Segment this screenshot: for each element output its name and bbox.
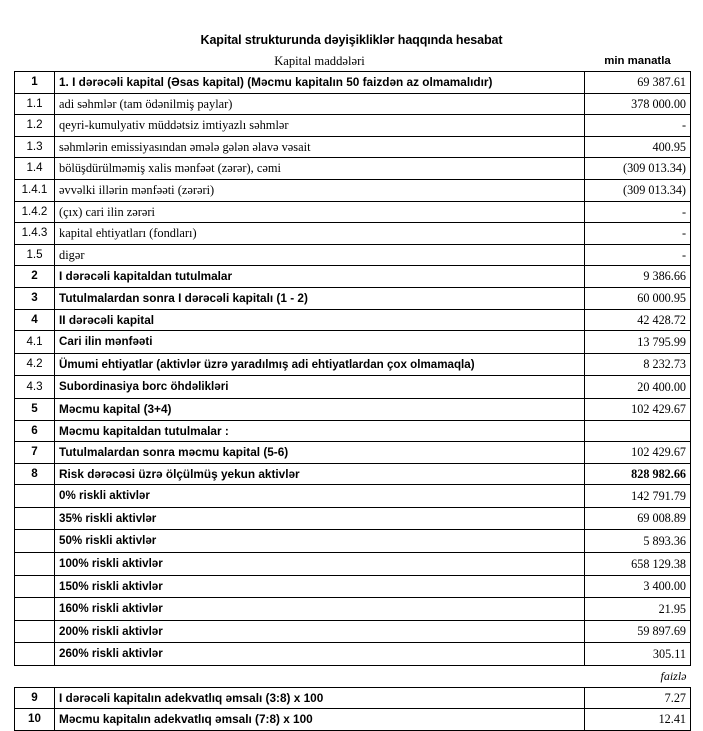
row-label-text: Ümumi ehtiyatlar (aktivlər üzrə yaradılmış adi ehtiyatlardan çox olmamaqla) [59, 357, 475, 371]
row-label-text: I dərəcəli kapitaldan tutulmalar [59, 269, 233, 284]
row-label-text: Məcmu kapitaldan tutulmalar : [59, 423, 229, 438]
page-title: Kapital strukturunda dəyişikliklər haqqında hesabat [200, 33, 503, 47]
row-value: 142 791.79 [585, 485, 691, 508]
row-number: 1.4.2 [15, 201, 55, 223]
row-number [15, 598, 55, 621]
row-value: 69 387.61 [585, 72, 691, 94]
table-row [15, 353, 691, 376]
row-label [55, 376, 585, 399]
table-row [15, 687, 691, 709]
row-label-text: I dərəcəli kapitalın adekvatlıq əmsalı (3:8) x 100 [59, 690, 324, 705]
row-label-text: 150% riskli aktivlər [59, 579, 163, 593]
row-label-text: qeyri-kumulyativ müddətsiz imtiyazlı səhmlər [59, 118, 289, 133]
row-value: 102 429.67 [585, 442, 691, 464]
row-value: (309 013.34) [585, 158, 691, 180]
row-number: 4 [15, 309, 55, 331]
row-number: 1.5 [15, 244, 55, 266]
row-number: 8 [15, 463, 55, 485]
table-row [15, 93, 691, 115]
table-row [15, 507, 691, 530]
table-row [15, 643, 691, 666]
row-label [55, 201, 585, 223]
table-row [15, 244, 691, 266]
table-row [15, 287, 691, 309]
row-value: 102 429.67 [585, 398, 691, 420]
row-label-text: Məcmu kapital (3+4) [59, 401, 172, 416]
row-value: 658 129.38 [585, 553, 691, 576]
row-value: 9 386.66 [585, 266, 691, 288]
row-number: 10 [15, 709, 55, 731]
row-label-text: Tutulmalardan sonra I dərəcəli kapitalı (1 - 2) [59, 290, 308, 305]
row-label-text: 160% riskli aktivlər [59, 602, 163, 616]
row-value: 828 982.66 [585, 463, 691, 485]
row-label-text: Risk dərəcəsi üzrə ölçülmüş yekun aktivlər [59, 466, 300, 481]
row-value: 5 893.36 [585, 530, 691, 553]
row-label [55, 709, 585, 731]
table-row [15, 575, 691, 598]
row-number: 1.4.1 [15, 179, 55, 201]
row-number: 1.4 [15, 158, 55, 180]
table-row [15, 72, 691, 94]
row-label-text: Tutulmalardan sonra məcmu kapital (5-6) [59, 445, 289, 460]
row-value: - [585, 115, 691, 137]
unit-note-spacer [15, 666, 55, 688]
row-label-text: əvvəlki illərin mənfəəti (zərəri) [59, 182, 215, 197]
row-label-text: Məcmu kapitalın adekvatlıq əmsalı (7:8) x 100 [59, 712, 313, 727]
table-row [15, 309, 691, 331]
row-value: 20 400.00 [585, 376, 691, 399]
row-number: 1.3 [15, 136, 55, 158]
row-label-text: (çıx) cari ilin zərəri [59, 204, 155, 219]
row-value: 400.95 [585, 136, 691, 158]
row-label-text: 100% riskli aktivlər [59, 557, 163, 571]
row-number [15, 530, 55, 553]
capital-structure-table [14, 52, 691, 731]
row-label-text: Cari ilin mənfəəti [59, 335, 153, 349]
row-number: 4.2 [15, 353, 55, 376]
row-value: 60 000.95 [585, 287, 691, 309]
row-label [55, 309, 585, 331]
table-row [15, 463, 691, 485]
table-header-row [15, 52, 691, 72]
row-value: - [585, 244, 691, 266]
row-label-text: 260% riskli aktivlər [59, 647, 163, 661]
row-number [15, 620, 55, 643]
row-label-text: 50% riskli aktivlər [59, 534, 157, 548]
row-label [55, 136, 585, 158]
row-number: 1.4.3 [15, 223, 55, 245]
table-row [15, 331, 691, 354]
row-value: 378 000.00 [585, 93, 691, 115]
row-label [55, 687, 585, 709]
table-row [15, 598, 691, 621]
row-label [55, 266, 585, 288]
row-label [55, 507, 585, 530]
row-label-text: 1. I dərəcəli kapital (Əsas kapital) (Məcmu kapitalın 50 faizdən az olmamalıdır) [59, 75, 493, 89]
row-label [55, 244, 585, 266]
row-number: 1 [15, 72, 55, 94]
row-label-text: Subordinasiya borc öhdəlikləri [59, 380, 229, 394]
header-cell-number [15, 52, 55, 72]
table-row [15, 223, 691, 245]
row-number [15, 643, 55, 666]
row-label-text: adi səhmlər (tam ödənilmiş paylar) [59, 96, 233, 111]
row-value: (309 013.34) [585, 179, 691, 201]
row-label [55, 598, 585, 621]
row-label [55, 398, 585, 420]
row-label-text: səhmlərin emissiyasından əmələ gələn əlavə vəsait [59, 139, 311, 154]
row-number [15, 553, 55, 576]
row-value: 21.95 [585, 598, 691, 621]
table-row [15, 158, 691, 180]
row-label-text: kapital ehtiyatları (fondları) [59, 226, 197, 241]
row-number [15, 575, 55, 598]
row-label [55, 179, 585, 201]
row-label [55, 485, 585, 508]
capital-structure-table-wrapper [14, 52, 690, 731]
row-number [15, 507, 55, 530]
row-label [55, 442, 585, 464]
table-row [15, 553, 691, 576]
row-value: 13 795.99 [585, 331, 691, 354]
row-label [55, 331, 585, 354]
row-number: 5 [15, 398, 55, 420]
table-row [15, 136, 691, 158]
table-row [15, 376, 691, 399]
row-label-text: 0% riskli aktivlər [59, 489, 150, 503]
row-label [55, 575, 585, 598]
row-label [55, 115, 585, 137]
table-row [15, 620, 691, 643]
table-row [15, 420, 691, 442]
table-row [15, 201, 691, 223]
table-row [15, 115, 691, 137]
row-number: 9 [15, 687, 55, 709]
row-label-text: digər [59, 247, 85, 262]
row-number: 4.1 [15, 331, 55, 354]
row-value: 12.41 [585, 709, 691, 731]
table-row [15, 485, 691, 508]
row-label [55, 158, 585, 180]
row-value: 305.11 [585, 643, 691, 666]
table-row [15, 398, 691, 420]
row-label [55, 93, 585, 115]
header-cell-unit: min manatla [604, 55, 671, 67]
row-value: 7.27 [585, 687, 691, 709]
row-value: - [585, 201, 691, 223]
header-cell-name: Kapital maddələri [274, 54, 365, 68]
unit-note: faizlə [660, 669, 687, 684]
row-value: 3 400.00 [585, 575, 691, 598]
row-label [55, 72, 585, 94]
table-row [15, 179, 691, 201]
table-row [15, 709, 691, 731]
row-number: 1.2 [15, 115, 55, 137]
table-row [15, 266, 691, 288]
row-label-text: bölüşdürülməmiş xalis mənfəət (zərər), cəmi [59, 161, 281, 176]
row-value: 42 428.72 [585, 309, 691, 331]
row-label [55, 530, 585, 553]
row-value: 59 897.69 [585, 620, 691, 643]
unit-note-row [15, 666, 691, 688]
row-number: 2 [15, 266, 55, 288]
row-label [55, 223, 585, 245]
row-number: 1.1 [15, 93, 55, 115]
row-value: 8 232.73 [585, 353, 691, 376]
row-number: 4.3 [15, 376, 55, 399]
row-label-text: II dərəcəli kapital [59, 312, 155, 327]
table-row [15, 442, 691, 464]
row-value [585, 420, 691, 442]
table-row [15, 530, 691, 553]
row-number: 3 [15, 287, 55, 309]
row-label [55, 620, 585, 643]
row-label [55, 553, 585, 576]
row-label [55, 463, 585, 485]
row-label [55, 643, 585, 666]
row-value: - [585, 223, 691, 245]
row-label [55, 420, 585, 442]
row-number: 7 [15, 442, 55, 464]
row-value: 69 008.89 [585, 507, 691, 530]
row-number: 6 [15, 420, 55, 442]
table-body [15, 52, 691, 730]
row-label-text: 200% riskli aktivlər [59, 624, 163, 638]
row-number [15, 485, 55, 508]
row-label-text: 35% riskli aktivlər [59, 511, 157, 525]
unit-note-blank [55, 666, 585, 688]
row-label [55, 287, 585, 309]
row-label [55, 353, 585, 376]
